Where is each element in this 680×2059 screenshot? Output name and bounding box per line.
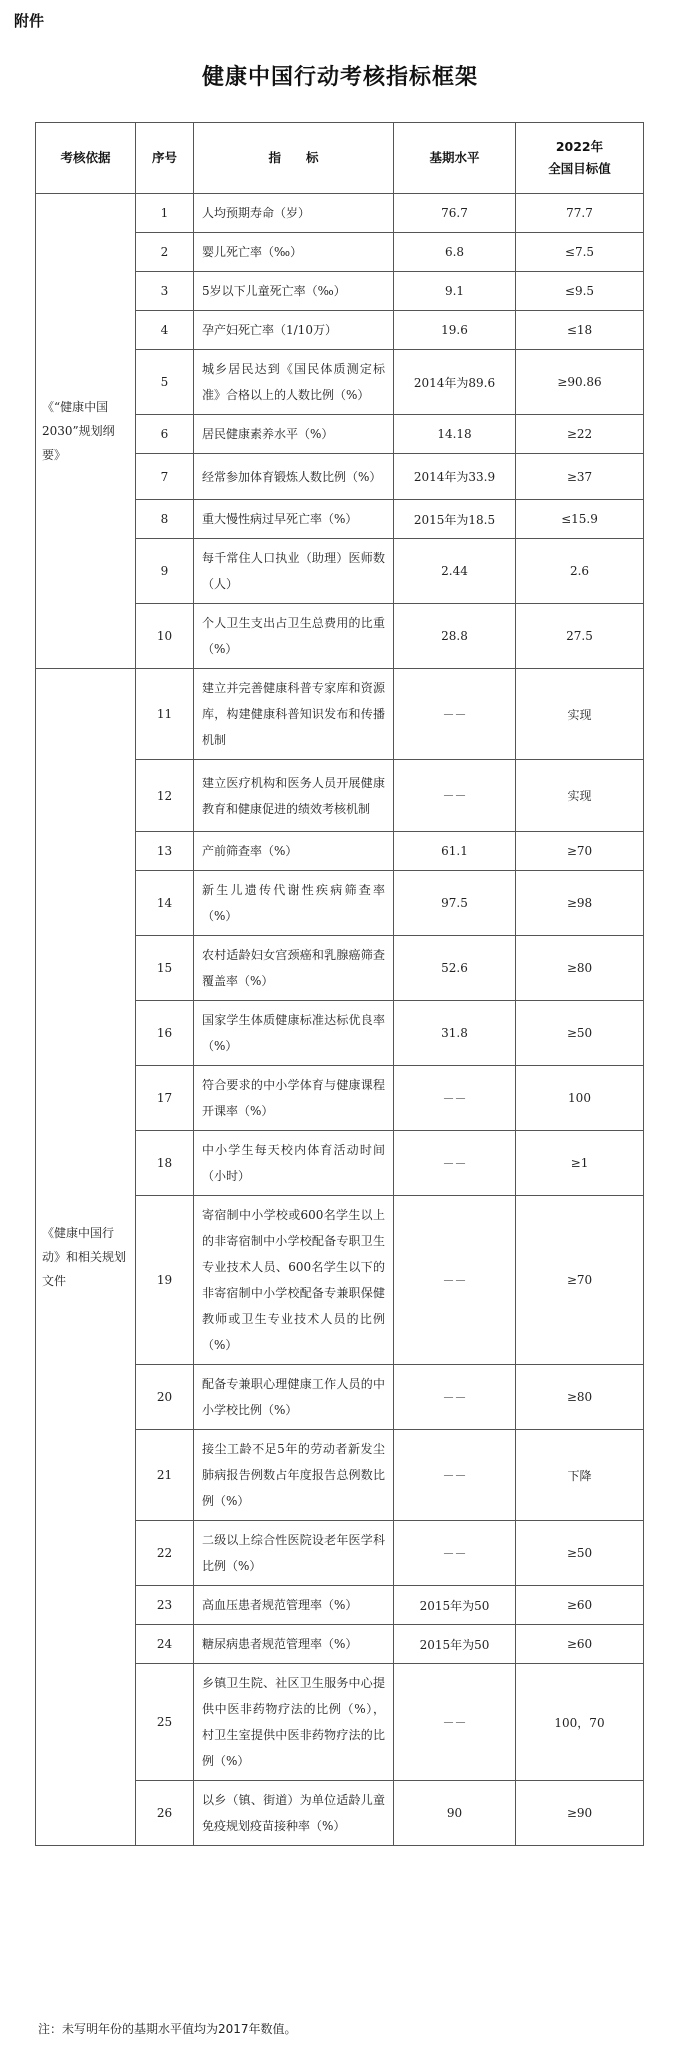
indicator-cell: 接尘工龄不足5年的劳动者新发尘肺病报告例数占年度报告总例数比例（%）	[194, 1430, 394, 1521]
row-number: 19	[136, 1196, 194, 1365]
indicator-table	[35, 122, 644, 1846]
indicator-cell: 每千常住人口执业（助理）医师数（人）	[194, 539, 394, 604]
basis-cell: 《健康中国行动》和相关规划文件	[36, 669, 136, 1846]
target-cell: ≥90.86	[516, 350, 644, 415]
baseline-cell: －－	[394, 1131, 516, 1196]
row-number: 13	[136, 832, 194, 871]
row-number: 8	[136, 500, 194, 539]
basis-cell: 《“健康中国2030”规划纲要》	[36, 194, 136, 669]
baseline-cell: 90	[394, 1781, 516, 1846]
target-cell: ≥70	[516, 832, 644, 871]
indicator-cell: 高血压患者规范管理率（%）	[194, 1586, 394, 1625]
table-body	[36, 194, 644, 1846]
table-row	[36, 194, 644, 233]
target-cell: ≥50	[516, 1521, 644, 1586]
table-header-row	[36, 123, 644, 194]
target-cell: ≥80	[516, 1365, 644, 1430]
baseline-cell: 2015年为50	[394, 1586, 516, 1625]
indicator-cell: 城乡居民达到《国民体质测定标准》合格以上的人数比例（%）	[194, 350, 394, 415]
row-number: 3	[136, 272, 194, 311]
baseline-cell: 31.8	[394, 1001, 516, 1066]
baseline-cell: 6.8	[394, 233, 516, 272]
baseline-cell: 28.8	[394, 604, 516, 669]
indicator-cell: 农村适龄妇女宫颈癌和乳腺癌筛查覆盖率（%）	[194, 936, 394, 1001]
row-number: 11	[136, 669, 194, 760]
baseline-cell: －－	[394, 760, 516, 832]
indicator-cell: 符合要求的中小学体育与健康课程开课率（%）	[194, 1066, 394, 1131]
target-cell: 实现	[516, 669, 644, 760]
header-target: 2022年 全国目标值	[516, 123, 644, 194]
target-cell: 100，70	[516, 1664, 644, 1781]
indicator-cell: 产前筛查率（%）	[194, 832, 394, 871]
row-number: 21	[136, 1430, 194, 1521]
header-indicator: 指 标	[194, 123, 394, 194]
target-cell: ≥60	[516, 1625, 644, 1664]
row-number: 24	[136, 1625, 194, 1664]
row-number: 4	[136, 311, 194, 350]
indicator-cell: 建立医疗机构和医务人员开展健康教育和健康促进的绩效考核机制	[194, 760, 394, 832]
baseline-cell: 14.18	[394, 415, 516, 454]
indicator-cell: 5岁以下儿童死亡率（‰）	[194, 272, 394, 311]
indicator-cell: 个人卫生支出占卫生总费用的比重（%）	[194, 604, 394, 669]
indicator-cell: 以乡（镇、街道）为单位适龄儿童免疫规划疫苗接种率（%）	[194, 1781, 394, 1846]
baseline-cell: 2014年为89.6	[394, 350, 516, 415]
target-cell: ≥37	[516, 454, 644, 500]
header-baseline: 基期水平	[394, 123, 516, 194]
indicator-cell: 二级以上综合性医院设老年医学科比例（%）	[194, 1521, 394, 1586]
baseline-cell: －－	[394, 1196, 516, 1365]
row-number: 7	[136, 454, 194, 500]
indicator-cell: 建立并完善健康科普专家库和资源库，构建健康科普知识发布和传播机制	[194, 669, 394, 760]
row-number: 16	[136, 1001, 194, 1066]
row-number: 5	[136, 350, 194, 415]
target-cell: 下降	[516, 1430, 644, 1521]
baseline-cell: 2015年为18.5	[394, 500, 516, 539]
baseline-cell: 76.7	[394, 194, 516, 233]
table-row	[36, 669, 644, 760]
row-number: 23	[136, 1586, 194, 1625]
row-number: 17	[136, 1066, 194, 1131]
target-cell: ≥80	[516, 936, 644, 1001]
indicator-cell: 国家学生体质健康标准达标优良率（%）	[194, 1001, 394, 1066]
baseline-cell: －－	[394, 1430, 516, 1521]
annex-label: 附件	[14, 12, 45, 30]
header-no: 序号	[136, 123, 194, 194]
baseline-cell: －－	[394, 1365, 516, 1430]
target-cell: ≥22	[516, 415, 644, 454]
row-number: 6	[136, 415, 194, 454]
indicator-cell: 重大慢性病过早死亡率（%）	[194, 500, 394, 539]
indicator-cell: 人均预期寿命（岁）	[194, 194, 394, 233]
row-number: 22	[136, 1521, 194, 1586]
row-number: 1	[136, 194, 194, 233]
indicator-cell: 经常参加体育锻炼人数比例（%）	[194, 454, 394, 500]
target-cell: ≤7.5	[516, 233, 644, 272]
target-cell: ≥98	[516, 871, 644, 936]
target-cell: ≥60	[516, 1586, 644, 1625]
baseline-cell: －－	[394, 1664, 516, 1781]
indicator-cell: 居民健康素养水平（%）	[194, 415, 394, 454]
row-number: 25	[136, 1664, 194, 1781]
target-cell: 实现	[516, 760, 644, 832]
indicator-cell: 中小学生每天校内体育活动时间（小时）	[194, 1131, 394, 1196]
row-number: 20	[136, 1365, 194, 1430]
row-number: 9	[136, 539, 194, 604]
indicator-cell: 婴儿死亡率（‰）	[194, 233, 394, 272]
header-basis: 考核依据	[36, 123, 136, 194]
row-number: 14	[136, 871, 194, 936]
baseline-cell: 19.6	[394, 311, 516, 350]
footnote: 注：未写明年份的基期水平值均为2017年数值。	[38, 2022, 297, 2036]
target-cell: 2.6	[516, 539, 644, 604]
row-number: 15	[136, 936, 194, 1001]
target-cell: 100	[516, 1066, 644, 1131]
indicator-cell: 新生儿遗传代谢性疾病筛查率（%）	[194, 871, 394, 936]
target-cell: ≤15.9	[516, 500, 644, 539]
baseline-cell: 61.1	[394, 832, 516, 871]
indicator-cell: 寄宿制中小学校或600名学生以上的非寄宿制中小学校配备专职卫生专业技术人员、600名学生以下的非寄宿制中小学校配备专兼职保健教师或卫生专业技术人员的比例（%）	[194, 1196, 394, 1365]
target-cell: ≤18	[516, 311, 644, 350]
indicator-cell: 乡镇卫生院、社区卫生服务中心提供中医非药物疗法的比例（%），村卫生室提供中医非药物疗法的比例（%）	[194, 1664, 394, 1781]
target-cell: 77.7	[516, 194, 644, 233]
page-title: 健康中国行动考核指标框架	[201, 65, 478, 90]
baseline-cell: －－	[394, 1066, 516, 1131]
baseline-cell: 2015年为50	[394, 1625, 516, 1664]
target-cell: ≤9.5	[516, 272, 644, 311]
target-cell: 27.5	[516, 604, 644, 669]
target-cell: ≥1	[516, 1131, 644, 1196]
indicator-cell: 孕产妇死亡率（1/10万）	[194, 311, 394, 350]
row-number: 2	[136, 233, 194, 272]
baseline-cell: 52.6	[394, 936, 516, 1001]
baseline-cell: －－	[394, 1521, 516, 1586]
indicator-cell: 配备专兼职心理健康工作人员的中小学校比例（%）	[194, 1365, 394, 1430]
row-number: 10	[136, 604, 194, 669]
row-number: 18	[136, 1131, 194, 1196]
baseline-cell: －－	[394, 669, 516, 760]
target-cell: ≥50	[516, 1001, 644, 1066]
row-number: 12	[136, 760, 194, 832]
target-cell: ≥70	[516, 1196, 644, 1365]
target-cell: ≥90	[516, 1781, 644, 1846]
baseline-cell: 97.5	[394, 871, 516, 936]
row-number: 26	[136, 1781, 194, 1846]
baseline-cell: 2.44	[394, 539, 516, 604]
baseline-cell: 2014年为33.9	[394, 454, 516, 500]
indicator-cell: 糖尿病患者规范管理率（%）	[194, 1625, 394, 1664]
baseline-cell: 9.1	[394, 272, 516, 311]
